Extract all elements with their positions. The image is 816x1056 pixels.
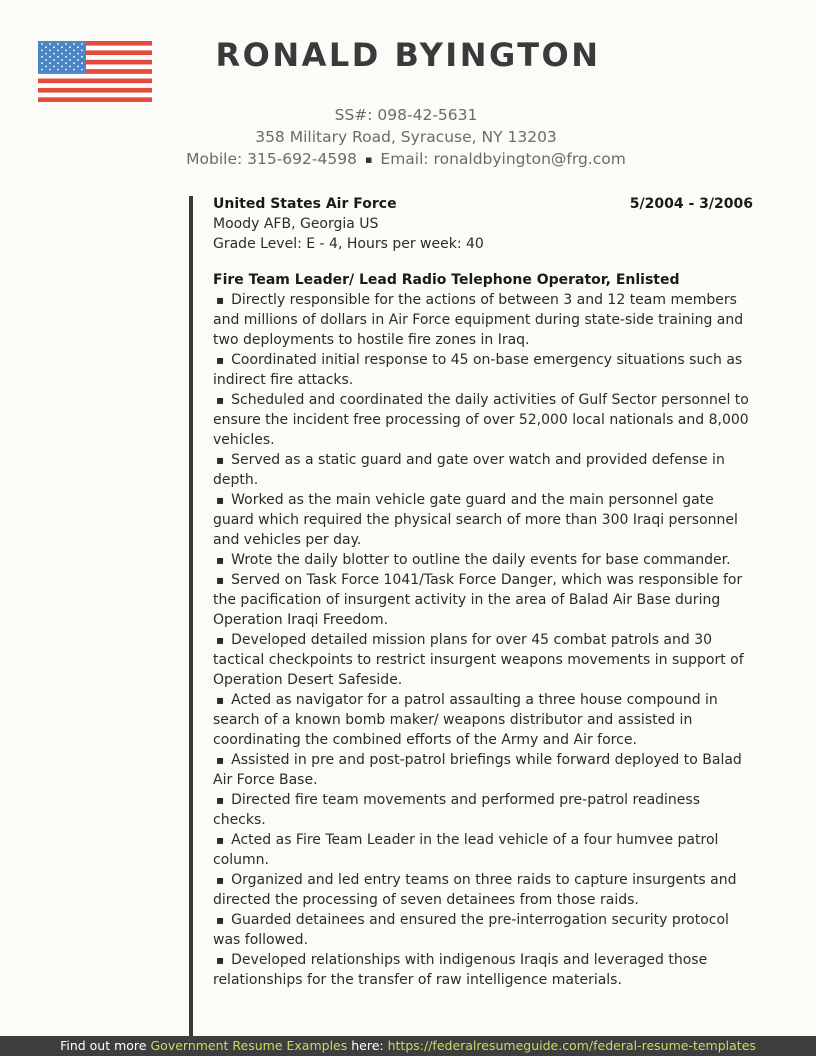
footer-examples-link[interactable]: Government Resume Examples bbox=[150, 1038, 348, 1053]
duty-item: ▪ Acted as Fire Team Leader in the lead vehicle of a four humvee patrol column. bbox=[213, 830, 753, 870]
footer-bar bbox=[0, 1036, 816, 1056]
duty-item: ▪ Guarded detainees and ensured the pre-interrogation security protocol was followed. bbox=[213, 910, 753, 950]
duty-item: ▪ Assisted in pre and post-patrol briefings while forward deployed to Balad Air Force Base. bbox=[213, 750, 753, 790]
duty-item: ▪ Wrote the daily blotter to outline the daily events for base commander. bbox=[213, 550, 753, 570]
footer-url-link[interactable]: https://federalresumeguide.com/federal-resume-templates bbox=[387, 1038, 756, 1053]
duty-item: ▪ Coordinated initial response to 45 on-base emergency situations such as indirect fire attacks. bbox=[213, 350, 753, 390]
job-location: Moody AFB, Georgia US bbox=[213, 216, 379, 232]
duty-item: ▪ Organized and led entry teams on three raids to capture insurgents and directed the processing of seven detainees from those raids. bbox=[213, 870, 753, 910]
flag-stripe bbox=[38, 97, 152, 102]
employment-dates: 5/2004 - 3/2006 bbox=[629, 196, 753, 212]
phone-email-line bbox=[0, 148, 812, 171]
duty-item: ▪ Acted as navigator for a patrol assaulting a three house compound in search of a known bomb maker/ weapons distributor and assisted in coordinating the combined efforts of the Army and Air force. bbox=[213, 690, 753, 750]
duty-item: ▪ Directly responsible for the actions of between 3 and 12 team members and millions of dollars in Air Force equipment during state-side training and two deployments to hostile fire zones in Iraq. bbox=[213, 290, 753, 350]
employer-row bbox=[213, 194, 753, 214]
duty-item: ▪ Worked as the main vehicle gate guard and the main personnel gate guard which required the physical search of more than 300 Iraqi personnel and vehicles per day. bbox=[213, 490, 753, 550]
footer-prefix: Find out more bbox=[60, 1038, 147, 1053]
ssn-line: SS#: 098-42-5631 bbox=[334, 106, 478, 124]
duty-item: ▪ Developed detailed mission plans for over 45 combat patrols and 30 tactical checkpoints to restrict insurgent weapons movements in support of Operation Desert Safeside. bbox=[213, 630, 753, 690]
duty-item: ▪ Served as a static guard and gate over watch and provided defense in depth. bbox=[213, 450, 753, 490]
flag-stripe bbox=[38, 83, 152, 88]
employer-name: United States Air Force bbox=[213, 196, 397, 212]
grade-level: Grade Level: E - 4, Hours per week: 40 bbox=[213, 236, 484, 252]
duty-item: ▪ Scheduled and coordinated the daily activities of Gulf Sector personnel to ensure the incident free processing of over 52,000 local nationals and 8,000 vehicles. bbox=[213, 390, 753, 450]
duty-item: ▪ Developed relationships with indigenous Iraqis and leveraged those relationships for the transfer of raw intelligence materials. bbox=[213, 950, 753, 990]
footer-middle: here: bbox=[351, 1038, 384, 1053]
mobile-text: Mobile: 315-692-4598 bbox=[186, 150, 357, 168]
candidate-name: RONALD BYINGTON bbox=[215, 36, 601, 74]
email-text[interactable]: Email: ronaldbyington@frg.com bbox=[380, 150, 626, 168]
flag-stripe bbox=[38, 79, 152, 84]
flag-stripe bbox=[38, 93, 152, 98]
section-divider-bar bbox=[189, 196, 193, 1036]
experience-section bbox=[213, 194, 753, 990]
flag-stripe bbox=[38, 74, 152, 79]
separator-icon: ▪ bbox=[364, 153, 373, 166]
address-line: 358 Military Road, Syracuse, NY 13203 bbox=[255, 128, 557, 146]
duty-item: ▪ Served on Task Force 1041/Task Force Danger, which was responsible for the pacification of insurgent activity in the area of Balad Air Base during Operation Iraqi Freedom. bbox=[213, 570, 753, 630]
duty-item: ▪ Directed fire team movements and performed pre-patrol readiness checks. bbox=[213, 790, 753, 830]
flag-stripe bbox=[38, 88, 152, 93]
job-title: Fire Team Leader/ Lead Radio Telephone Operator, Enlisted bbox=[213, 272, 680, 288]
duties-list bbox=[213, 290, 753, 990]
contact-block bbox=[0, 104, 812, 171]
